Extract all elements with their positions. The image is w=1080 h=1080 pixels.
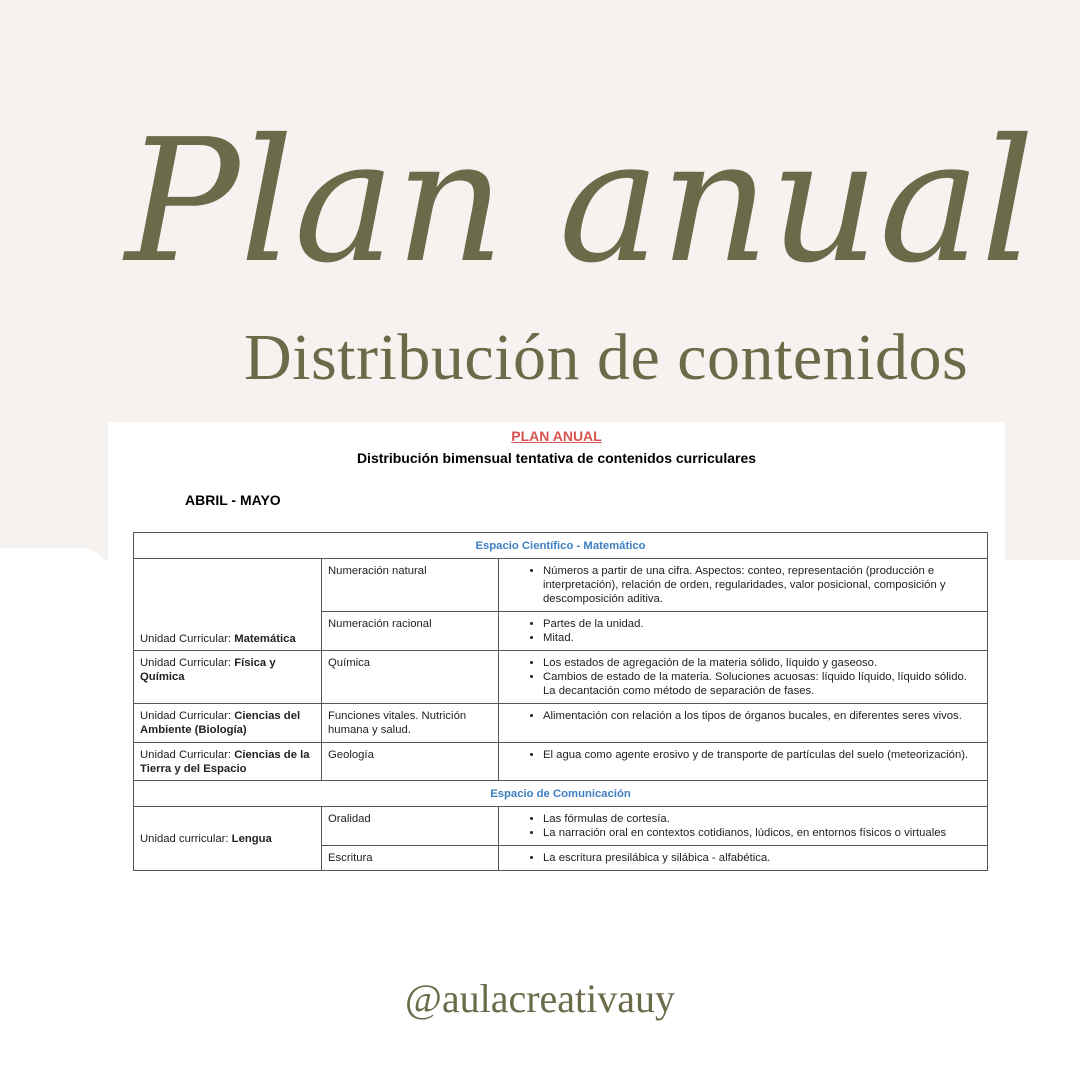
table-row <box>134 704 988 743</box>
list-item: • Cambios de estado de la materia. Soluciones acuosas: líquido líquido, líquido sólido. La decantación como método de separación de fases. <box>543 670 981 698</box>
unit-label: Unidad Curricular: <box>140 710 235 722</box>
content-cell <box>499 612 988 651</box>
content-cell <box>499 807 988 846</box>
social-handle: @aulacreativauy <box>404 976 676 1021</box>
table-row <box>134 559 988 612</box>
document-subtitle: Distribución bimensual tentativa de contenidos curriculares <box>356 450 757 466</box>
section-row <box>134 533 988 559</box>
section-row <box>134 781 988 807</box>
content-table <box>133 532 988 871</box>
unit-name: Lengua <box>231 833 272 845</box>
topic-cell: Numeración racional <box>322 612 499 651</box>
unit-label: Unidad Curricular: <box>140 749 235 761</box>
unit-label: Unidad curricular: <box>140 833 232 845</box>
topic-cell: Funciones vitales. Nutrición humana y salud. <box>322 704 499 743</box>
topic-cell: Escritura <box>322 846 499 871</box>
unit-label: Unidad Curricular: <box>140 657 235 669</box>
list-item: • Alimentación con relación a los tipos de órganos bucales, en diferentes seres vivos. <box>543 709 981 723</box>
document-period: ABRIL - MAYO <box>185 492 281 508</box>
topic-cell: Química <box>322 651 499 704</box>
unit-cell <box>134 651 322 704</box>
topic-cell: Oralidad <box>322 807 499 846</box>
unit-name: Ciencias del Ambiente (Biología) <box>140 710 301 736</box>
document-screenshot <box>108 422 1005 920</box>
list-item: • Partes de la unidad. <box>543 617 981 631</box>
topic-cell: Geología <box>322 743 499 781</box>
list-item: • La escritura presilábica y silábica - alfabética. <box>543 851 981 865</box>
list-item: • El agua como agente erosivo y de transporte de partículas del suelo (meteorización). <box>543 748 981 762</box>
section-header: Espacio de Comunicación <box>134 781 988 807</box>
script-title-lettering <box>125 70 1035 350</box>
content-cell <box>499 704 988 743</box>
list-item: • La narración oral en contextos cotidianos, lúdicos, en entornos físicos o virtuales <box>543 826 981 840</box>
unit-cell <box>134 704 322 743</box>
content-cell <box>499 651 988 704</box>
list-item: • Números a partir de una cifra. Aspectos: conteo, representación (producción e interpretación), relación de orden, regularidades, valor posicional, composición y descomposición aditiva. <box>543 564 981 606</box>
unit-name: Matemática <box>234 633 296 645</box>
content-cell <box>499 559 988 612</box>
topic-cell: Numeración natural <box>322 559 499 612</box>
unit-name: Física y Química <box>140 657 276 683</box>
section-header: Espacio Científico - Matemático <box>134 533 988 559</box>
content-cell <box>499 846 988 871</box>
hero-subtitle: Distribución de contenidos <box>244 321 969 394</box>
unit-cell <box>134 743 322 781</box>
content-cell <box>499 743 988 781</box>
unit-cell <box>134 807 322 871</box>
unit-cell <box>134 559 322 651</box>
background-blob-left <box>0 548 110 578</box>
table-row <box>134 807 988 846</box>
list-item: • Los estados de agregación de la materia sólido, líquido y gaseoso. <box>543 656 981 670</box>
unit-name: Ciencias de la Tierra y del Espacio <box>140 749 310 775</box>
list-item: • Las fórmulas de cortesía. <box>543 812 981 826</box>
table-row <box>134 651 988 704</box>
list-item: • Mitad. <box>543 631 981 645</box>
unit-label: Unidad Curricular: <box>140 633 235 645</box>
document-title: PLAN ANUAL <box>511 428 602 444</box>
table-row <box>134 743 988 781</box>
script-title: Plan anual <box>125 103 1035 301</box>
